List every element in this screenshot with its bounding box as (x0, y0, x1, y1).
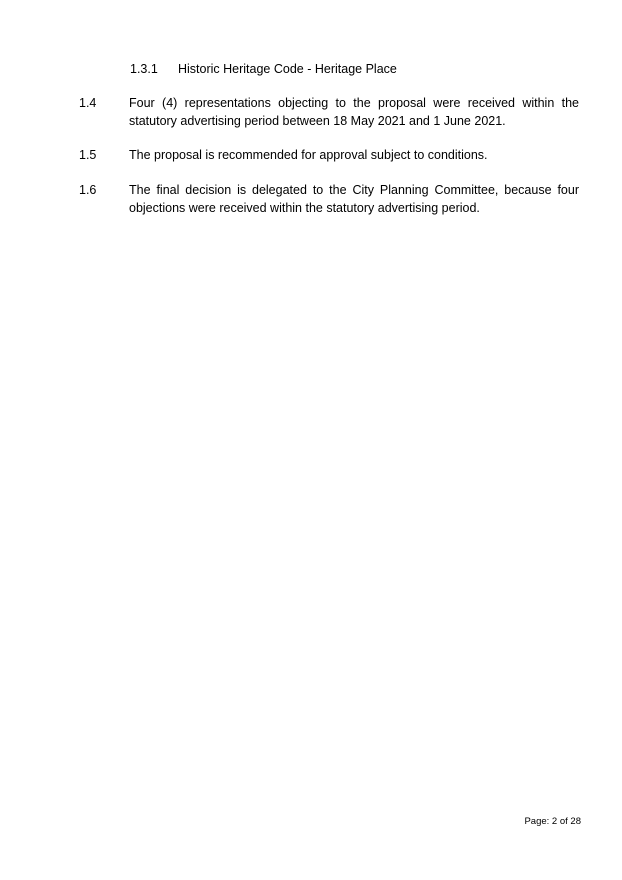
paragraph-line: The final decision is delegated to the City Planning Committee, because four (129, 183, 579, 197)
paragraph-text (129, 181, 579, 217)
paragraph-line: statutory advertising period between 18 May 2021 and 1 June 2021. (129, 114, 506, 128)
paragraph-number: 1.4 (79, 96, 97, 110)
subsection-text: Historic Heritage Code - Heritage Place (178, 62, 397, 76)
page-number-footer: Page: 2 of 28 (524, 816, 581, 827)
paragraph-text (129, 146, 579, 164)
paragraph-1-5 (79, 146, 579, 164)
subsection-number: 1.3.1 (130, 62, 158, 76)
paragraph-number: 1.5 (79, 148, 97, 162)
paragraph-line: Four (4) representations objecting to the proposal were received within the (129, 96, 579, 110)
subsection-1-3-1 (130, 60, 397, 78)
paragraph-text (129, 94, 579, 130)
paragraph-1-4 (79, 94, 579, 130)
paragraph-line: The proposal is recommended for approval subject to conditions. (129, 148, 488, 162)
paragraph-number: 1.6 (79, 183, 97, 197)
paragraph-1-6 (79, 181, 579, 217)
paragraph-line: objections were received within the statutory advertising period. (129, 201, 480, 215)
